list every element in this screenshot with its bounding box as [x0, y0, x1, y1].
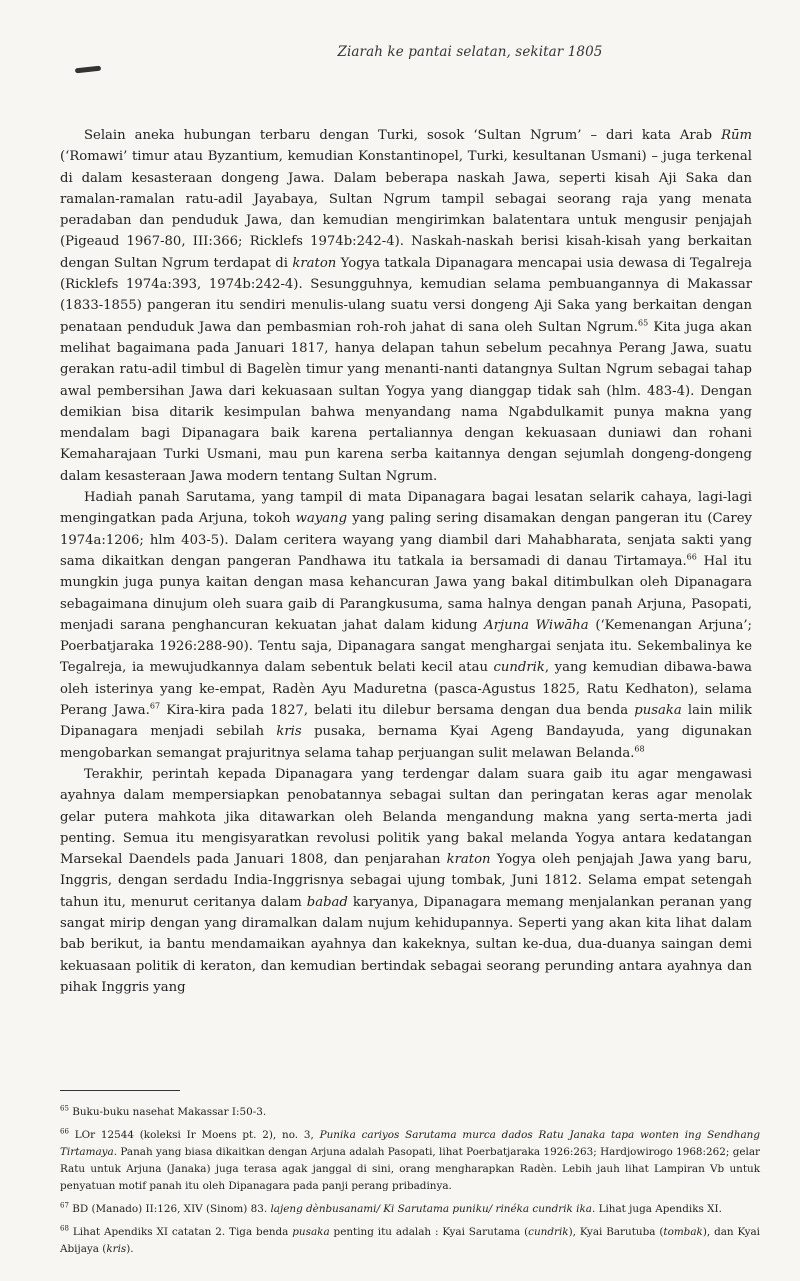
text-run: Hadiah panah Sarutama, yang tampil di mata Dipanagara bagai lesatan selarik cahaya, lagi-lagi mengingatkan pada Arjuna, tokoh [60, 490, 752, 527]
italic-term: kraton [446, 852, 491, 868]
italic-term: pusaka [634, 703, 682, 719]
italic-term: kris [106, 1243, 127, 1255]
footnote-ref: 66 [686, 552, 697, 562]
text-run: yang paling sering disamakan dengan pangeran itu (Carey 1974a:1206; hlm 403-5). Dalam ceritera wayang yang diambil dari Mahabharata, senjata sakti yang sama dikaitkan dengan pangeran Pandhawa itu tatkala ia bersamadi di danau Tirtamaya. [60, 511, 752, 569]
footnote [60, 1201, 760, 1218]
footnote-ref: 68 [634, 744, 645, 754]
running-title: Ziarah ke pantai selatan, sekitar 1805 [337, 44, 603, 60]
italic-term: cundrik [528, 1226, 569, 1238]
text-run: penting itu adalah : Kyai Sarutama ( [329, 1226, 529, 1238]
text-run: Yogya oleh penjajah Jawa yang baru, Inggris, dengan serdadu India-Inggrisnya sebagai ujung tombak, Juni 1812. Selama empat setengah tahun itu, menurut ceritanya dalam [60, 852, 752, 910]
text-run: BD (Manado) II:126, XIV (Sinom) 83. [68, 1203, 271, 1215]
italic-term: pusaka [292, 1226, 330, 1238]
text-run: . Lihat juga Apendiks XI. [591, 1203, 722, 1215]
footnote-ref: 67 [60, 1201, 69, 1210]
footnote-ref: 65 [638, 318, 649, 328]
italic-term: Arjuna Wiwāha [484, 617, 589, 633]
text-run: ), Kyai Barutuba ( [568, 1226, 664, 1238]
italic-term: lajeng dènbusanami/ Ki Sarutama puniku/ rinéka cundrik ika [270, 1203, 592, 1215]
footnote [60, 1104, 760, 1121]
italic-term: cundrik [493, 660, 545, 676]
text-run: , yang kemudian dibawa-bawa oleh isterinya yang ke-empat, Radèn Ayu Maduretna (pasca-Agustus 1825, Ratu Kedhaton), selama Perang Jawa. [60, 660, 752, 719]
scan-mark [75, 66, 101, 74]
paragraph [60, 125, 752, 487]
text-run: LOr 12544 (koleksi Ir Moens pt. 2), no. 3, [68, 1129, 320, 1141]
text-run: lain milik Dipanagara menjadi sebilah [60, 703, 753, 740]
text-run: Kira-kira pada 1827, belati itu dilebur bersama dengan dua benda [160, 703, 635, 719]
text-run: . Panah yang biasa dikaitkan dengan Arjuna adalah Pasopati, lihat Poerbatjaraka 1926:263; Hardjowirogo 1968:262; gelar Ratu untuk Arjuna (Janaka) juga terasa agak janggal di sini, orang mengharapkan Radèn. Lebih jauh lihat Lampiran Vb untuk penyatuan motif panah itu oleh Dipanagara pada panji perang pribadinya. [60, 1146, 760, 1192]
footnote-ref: 66 [60, 1127, 69, 1136]
paragraph [60, 487, 752, 764]
body-text [60, 125, 752, 998]
footnotes [60, 1104, 760, 1264]
text-run: Hal itu mungkin juga punya kaitan dengan masa kehancuran Jawa yang bakal ditimbulkan oleh Dipanagara sebagaimana dinujum oleh suara gaib di Parangkusuma, sama halnya dengan panah Arjuna, Pasopati, menjadi sarana penghancuran kekuatan jahat dalam kidung [60, 553, 752, 633]
footnote [60, 1224, 760, 1258]
text-run: Yogya tatkala Dipanagara mencapai usia dewasa di Tegalreja (Ricklefs 1974a:393, 1974b:242-4). Sesungguhnya, kemudian selama pembuangannya di Makassar (1833-1855) pangeran itu sendiri menulis-ulang suatu versi dongeng Aji Saka yang berkaitan dengan penataan penduduk Jawa dan pembasmian roh-roh jahat di sana oleh Sultan Ngrum. [60, 255, 753, 335]
running-header [0, 44, 800, 60]
text-run: Lihat Apendiks XI catatan 2. Tiga benda [68, 1226, 293, 1238]
italic-term: Punika cariyos Sarutama murca dados Ratu Janaka tapa wonten ing Sendhang Tirtamaya [60, 1129, 760, 1158]
text-run: ), dan Kyai Abijaya ( [60, 1226, 761, 1255]
italic-term: tombak [663, 1226, 703, 1238]
italic-term: babad [306, 894, 348, 910]
text-run: Terakhir, perintah kepada Dipanagara yang terdengar dalam suara gaib itu agar mengawasi ayahnya dalam mempersiapkan penobatannya sebagai sultan dan peringatan keras agar menolak gelar putera mahkota jika ditawarkan oleh Belanda mengandung makna yang serta-merta jadi penting. Semua itu mengisyaratkan revolusi politik yang bakal melanda Yogya antara kedatangan Marsekal Daendels pada Januari 1808, dan penjarahan [60, 766, 752, 868]
text-run: ). [126, 1243, 134, 1255]
footnote [60, 1127, 760, 1195]
italic-term: kris [276, 724, 302, 740]
footnote-ref: 68 [60, 1224, 69, 1233]
italic-term: Rūm [721, 128, 752, 143]
footnote-ref: 67 [149, 701, 161, 711]
text-run: (‘Romawi’ timur atau Byzantium, kemudian Konstantinopel, Turki, kesultanan Usmani) – juga terkenal di dalam kesasteraan dongeng Jawa. Dalam beberapa naskah Jawa, seperti kisah Aji Saka dan ramalan-ramalan ratu-adil Jayabaya, Sultan Ngrum tampil sebagai seorang raja yang menata peradaban dan penduduk Jawa, dan kemudian mengirimkan balatentara untuk mengusir penjajah (Pigeaud 1967-80, III:366; Ricklefs 1974b:242-4). Naskah-naskah berisi kisah-kisah yang berkaitan dengan Sultan Ngrum terdapat di [60, 149, 752, 271]
footnote-ref: 65 [60, 1104, 69, 1113]
text-run: Kita juga akan melihat bagaimana pada Januari 1817, hanya delapan tahun sebelum pecahnya Perang Jawa, suatu gerakan ratu-adil timbul di Bagelèn timur yang menanti-nanti datangnya Sultan Ngrum sebagai tahap awal pembersihan Jawa dari kekuasaan sultan Yogya yang dianggap tidak sah (hlm. 483-4). Dengan demikian bisa ditarik kesimpulan bahwa menyandang nama Ngabdulkamit punya makna yang mendalam bagi Dipanagara baik karena pertaliannya dengan kekuasaan duniawi dan rohani Kemaharajaan Turki Usmani, mau pun karena serba kaitannya dengan sejumlah dongeng-dongeng dalam kesasteraan Jawa modern tentang Sultan Ngrum. [60, 319, 752, 484]
italic-term: kraton [292, 255, 337, 271]
text-run: karyanya, Dipanagara memang menjalankan peranan yang sangat mirip dengan yang diramalkan dalam nujum kehidupannya. Seperti yang akan kita lihat dalam bab berikut, ia bantu mendamaikan ayahnya dan kakeknya, sultan ke-dua, dua-duanya saingan demi kekuasaan politik di keraton, dan kemudian bertindak sebagai seorang perunding antara ayahnya dan pihak Inggris yang [60, 894, 752, 995]
text-run: pusaka, bernama Kyai Ageng Bandayuda, yang digunakan mengobarkan semangat prajuritnya selama tahap perjuangan sulit melawan Belanda. [60, 724, 752, 761]
footnote-rule [60, 1090, 180, 1091]
italic-term: wayang [295, 511, 348, 527]
text-run: Buku-buku nasehat Makassar I:50-3. [68, 1106, 267, 1118]
paragraph [60, 764, 752, 998]
text-run: Selain aneka hubungan terbaru dengan Turki, sosok ‘Sultan Ngrum’ – dari kata Arab [84, 128, 722, 143]
text-run: (‘Kemenangan Arjuna’; Poerbatjaraka 1926:288-90). Tentu saja, Dipanagara sangat menghargai senjata itu. Sekembalinya ke Tegalreja, ia mewujudkannya dalam sebentuk belati kecil atau [60, 617, 752, 676]
